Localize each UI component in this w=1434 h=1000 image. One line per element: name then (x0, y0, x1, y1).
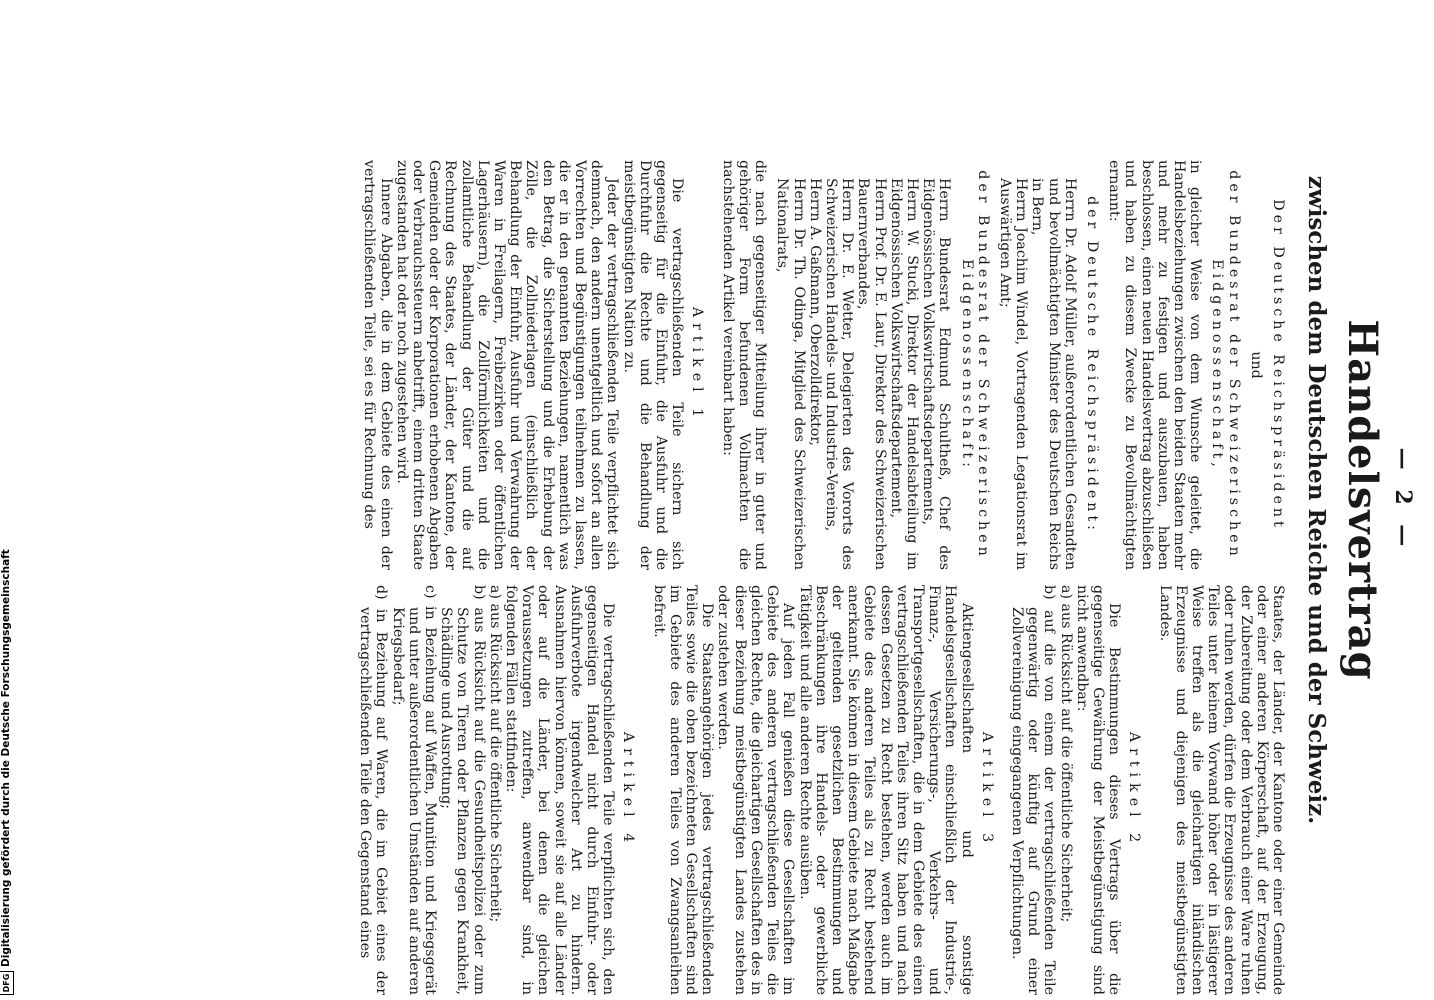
list-item: d) in Beziehung auf Waren, die im Gebiet eines der vertragschließenden Teile den Gegenstand eines (357, 585, 390, 995)
paragraph: der Deutsche Reichspräsident: (1083, 196, 1100, 534)
list-item: b) auf die von einem der vertragschließenden Teile gegenwärtig oder künftig auf Grund einer Zollvereinigung eingegangenen Verpflichtungen. (1008, 585, 1058, 995)
paragraph: Herrn A. Gaßmann, Oberzolldirektor, (806, 178, 823, 447)
page-number: — 2 — (1390, 447, 1416, 553)
paragraph: und (1247, 351, 1264, 379)
funding-note: Digitalisierung gefördert durch die Deutsche Forschungsgemeinschaft (0, 549, 12, 967)
paragraph: Die Staatsangehörigen jedes vertragschließenden Teiles sowie die oben bezeichneten Gesellschaften sind im Gebiete des anderen Teiles von Zwangsanleihen befreit. (650, 585, 716, 995)
right-column (36, 585, 1286, 995)
article-heading: Artikel 4 (620, 731, 637, 849)
document-subtitle: zwischen dem Deutschen Reiche und der Schweiz. (1303, 175, 1330, 825)
article-heading: Artikel 1 (689, 306, 706, 424)
paragraph: Staates, der Länder, der Kantone oder einer Gemeinde oder einer anderen Körperschaft, auf der Erzeugung, der Zubereitung oder dem Verbrauch einer Ware ruhen oder ruhen werden, dürfen die Erzeugnisse des anderen Teiles unter keinem Vorwand höher oder in lästigerer Weise treffen als die gleichartigen inländischen Erzeugnisse und diejenigen des meistbegünstigten Landes. (1156, 585, 1286, 995)
paragraph: der Bundesrat der Schweizerischen Eidgenossenschaft, (1209, 170, 1242, 560)
paragraph: Herrn Joachim Windel, Vortragenden Legationsrat im Auswärtigen Amt; (996, 178, 1030, 570)
paragraph: Herrn Bundesrat Edmund Schultheß, Chef des Eidgenössischen Volkswirtschaftsdepartements, (920, 178, 953, 570)
list-item: b) aus Rücksicht auf die Gesundheitspolizei oder zum Schutze von Tieren oder Pflanzen gegen Krankheit, Schädlinge und Ausrottung; (438, 585, 487, 995)
paragraph: Die Bestimmungen dieses Vertrags über die gegenseitige Gewährung der Meistbegünstigung sind nicht anwendbar: (1073, 585, 1123, 995)
article-heading: Artikel 2 (1126, 731, 1143, 849)
paragraph: Herrn Dr. Th. Odinga, Mitglied des Schweizerischen Nationalrats, (774, 178, 807, 570)
paragraph: Herrn Dr. E. Wetter, Delegierten des Vororts des Schweizerischen Handels- und Industrie-Vereins, (822, 178, 856, 570)
article-heading: Artikel 3 (978, 731, 995, 849)
paragraph: Die vertragschließenden Teile verpflichten sich, den gegenseitigen Handel nicht durch Einfuhr- oder Ausfuhrverbote irgendwelcher Art zu hindern. Ausnahmen hiervon können, soweit sie auf alle Länder oder auf die Länder, bei denen die gleichen Voraussetzungen zutreffen, anwendbar sind, in folgenden Fällen stattfinden: (503, 585, 617, 995)
document-title: Handelsvertrag (1339, 319, 1386, 681)
paragraph: Auf jeden Fall genießen diese Gesellschaften im Gebiete des anderen vertragschließenden Teiles die gleichen Rechte, die gleichartigen Gesellschaften des in dieser Beziehung meistbegünstigten Landes zustehen oder zustehen werden. (715, 585, 797, 995)
paragraph: Herrn Dr. Adolf Müller, außerordentlichen Gesandten und bevollmächtigten Minister des Deutschen Reichs in Bern, (1029, 178, 1078, 570)
paragraph: Aktiengesellschaften und sonstige Handelsgesellschaften einschließlich der Industrie-, Finanz-, Versicherungs-, Verkehrs- und Transportgesellschaften, die in dem Gebiete des einen vertragschließenden Teiles ihren Sitz haben und nach dessen Gesetzen zu Recht bestehen, werden auch im Gebiete des anderen Teiles als zu Recht bestehend anerkannt. Sie können in diesem Gebiete nach Maßgabe der geltenden gesetzlichen Bestimmungen und Beschränkungen ihre Handels- oder gewerbliche Tätigkeit und alle anderen Rechte ausüben. (796, 585, 975, 995)
paragraph: Innere Abgaben, die in dem Gebiete des einen der vertragschließenden Teile, sei es für Rechnung des (361, 160, 394, 570)
paragraph: der Bundesrat der Schweizerischen Eidgenossenschaft: (958, 170, 991, 560)
paragraph: Jeder der vertragschließenden Teile verpflichtet sich demnach, den andern unentgeltlich und sofort an allen Vorrechten und Begünstigungen teilnehmen zu lassen, die er in den genannten Beziehungen, namentlich was den Betrag, die Sicherstellung und die Erhebung der Zölle, die Zollniederlagen (einschließlich der Behandlung der Einfuhr, Ausfuhr und Verwahrung der Waren in Freilagern, Freibezirken oder öffentlichen Lagerhäusern), die Zollförmlichkeiten und die zollamtliche Behandlung der Güter und die auf Rechnung des Staates, der Länder, der Kantone, der Gemeinden oder der Korporationen erhobenen Abgaben oder Verbrauchssteuern anbetrifft, einem dritten Staate zugestanden hat oder noch zugestehen wird. (393, 160, 621, 570)
list-item: a) aus Rücksicht auf die öffentliche Sicherheit; (486, 585, 503, 923)
paragraph: in gleicher Weise von dem Wunsche geleitet, die Handelsbeziehungen zwischen den beiden Staaten mehr und mehr zu festigen und auszubauen, haben beschlossen, einen neuen Handelsvertrag abzuschließen und haben zu diesem Zwecke zu Bevollmächtigten ernannt: (1106, 160, 1204, 570)
left-column (36, 160, 1286, 570)
paragraph: Die vertragschließenden Teile sichern sich gegenseitig für die Einfuhr, die Ausfuhr und die Durchfuhr die Rechte und die Behandlung der meistbegünstigten Nation zu. (620, 160, 686, 570)
paragraph: Herrn Prof. Dr. E. Laur, Direktor des Schweizerischen Bauernverbandes, (855, 178, 888, 570)
paragraph: Herrn W. Stucki, Direktor der Handelsabteilung im Eidgenössischen Volkswirtschaftsdepartement, (887, 178, 920, 570)
paragraph: die nach gegenseitiger Mitteilung ihrer in guter und gehöriger Form befundenen Vollmachten die nachstehenden Artikel vereinbart haben: (719, 160, 769, 570)
list-item: a) aus Rücksicht auf die öffentliche Sicherheit; (1057, 585, 1074, 923)
dfg-logo-icon: DFG (0, 971, 14, 995)
paragraph: Der Deutsche Reichspräsident (1270, 199, 1286, 531)
list-item: c) in Beziehung auf Waffen, Munition und Kriegsgerät und unter außerordentlichen Umständen auf anderen Kriegsbedarf; (389, 585, 439, 995)
